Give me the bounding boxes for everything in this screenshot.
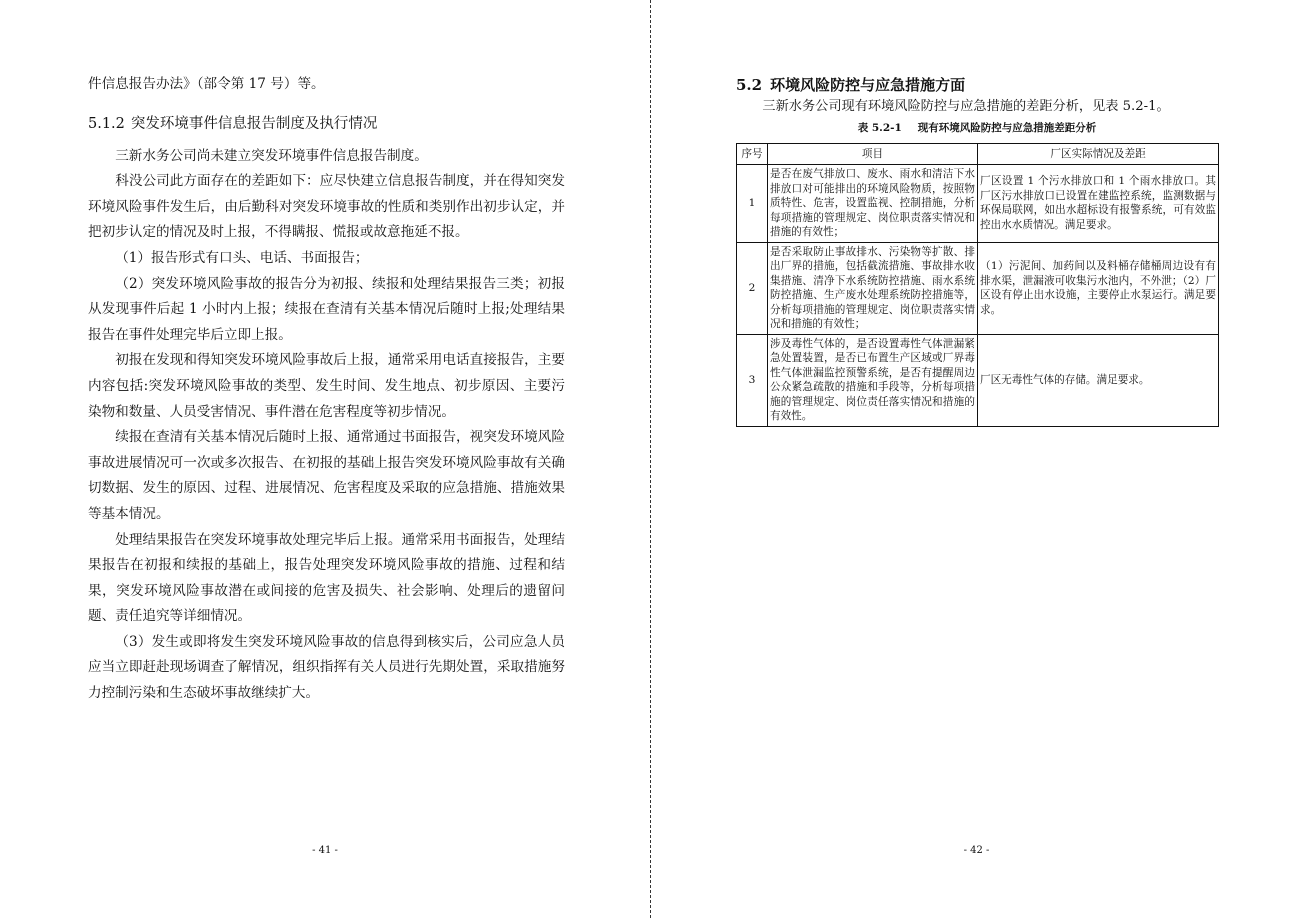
opening-line: 件信息报告办法》（部令第 17 号）等。 <box>88 76 325 92</box>
item-cell: 涉及毒性气体的，是否设置毒性气体泄漏紧急处置装置，是否已布置生产区域或厂界毒性气体泄漏监控预警系统，是否有提醒周边公众紧急疏散的措施和手段等，分析每项措施的管理规定、岗位责任落实情况和措施的有效性。 <box>768 334 978 426</box>
page-number: - 41 - <box>312 845 338 856</box>
status-cell: （1）污泥间、加药间以及料桶存储桶周边设有有排水渠，泄漏液可收集污水池内，不外泄；（2）厂区设有停止出水设施，主要停止水泵运行。满足要求。 <box>978 242 1219 334</box>
paragraph: 初报在发现和得知突发环境风险事故后上报，通常采用电话直接报告，主要内容包括:突发环境风险事故的类型、发生时间、发生地点、初步原因、主要污染物和数量、人员受害情况、事件潜在危害程度等初步情况。 <box>88 352 565 420</box>
header-cell: 序号 <box>737 144 768 165</box>
intro-paragraph: 三新水务公司现有环境风险防控与应急措施的差距分析，见表 5.2-1。 <box>762 99 1170 114</box>
table-row <box>737 242 1219 334</box>
table-row <box>737 165 1219 243</box>
right-page-content <box>736 74 1218 427</box>
left-page <box>0 0 650 918</box>
gap-analysis-table <box>736 143 1219 427</box>
paragraph: 续报在查清有关基本情况后随时上报、通常通过书面报告，视突发环境风险事故进展情况可一次或多次报告、在初报的基础上报告突发环境风险事故有关确切数据、发生的原因、过程、进展情况、危害程度及采取的应急措施、措施效果等基本情况。 <box>88 429 565 522</box>
paragraph: （3）发生或即将发生突发环境风险事故的信息得到核实后，公司应急人员应当立即赶赴现场调查了解情况，组织指挥有关人员进行先期处置，采取措施努力控制污染和生态破坏事故继续扩大。 <box>88 633 565 702</box>
row-index-cell: 3 <box>737 334 768 426</box>
paragraph: （1）报告形式有口头、电话、书面报告； <box>115 249 369 266</box>
table-caption <box>736 120 1218 135</box>
table-caption-title: 现有环境风险防控与应急措施差距分析 <box>917 122 1097 134</box>
page-number: - 42 - <box>963 845 990 856</box>
item-cell: 是否采取防止事故排水、污染物等扩散、排出厂界的措施，包括截流措施、事故排水收集措施、清净下水系统防控措施、雨水系统防控措施、生产废水处理系统防控措施等，分析每项措施的管理规定、岗位职责落实情况和措施的有效性； <box>768 242 978 334</box>
status-cell: 厂区无毒性气体的存储。满足要求。 <box>978 334 1219 426</box>
table-header-row <box>737 144 1219 165</box>
header-cell: 厂区实际情况及差距 <box>978 144 1219 165</box>
right-page <box>652 0 1301 918</box>
row-index-cell: 2 <box>737 242 768 334</box>
table-row <box>737 334 1219 426</box>
item-cell: 是否在废气排放口、废水、雨水和清洁下水排放口对可能排出的环境风险物质，按照物质特性、危害，设置监视、控制措施，分析每项措施的管理规定、岗位职责落实情况和措施的有效性； <box>768 165 978 243</box>
section-heading-5-1-2 <box>88 110 565 138</box>
paragraph: （2）突发环境风险事故的报告分为初报、续报和处理结果报告三类；初报从发现事件后起 1 小时内上报；续报在查清有关基本情况后随时上报;处理结果报告在事件处理完毕后立即上报。 <box>88 275 565 343</box>
header-cell: 项目 <box>768 144 978 165</box>
paragraph: 科没公司此方面存在的差距如下：应尽快建立信息报告制度，并在得知突发环境风险事件发生后，由后勤科对突发环境事故的性质和类别作出初步认定，并把初步认定的情况及时上报，不得瞒报、慌报或故意拖延不报。 <box>88 173 565 241</box>
paragraph: 处理结果报告在突发环境事故处理完毕后上报。通常采用书面报告，处理结果报告在初报和续报的基础上，报告处理突发环境风险事故的措施、过程和结果，突发环境风险事故潜在或间接的危害及损失、社会影响、处理后的遗留问题、责任追究等详细情况。 <box>88 531 565 625</box>
table-caption-number: 表 5.2-1 <box>857 122 902 134</box>
paragraph: 三新水务公司尚未建立突发环境事件信息报告制度。 <box>115 147 428 164</box>
section-number: 5.2 <box>736 76 763 94</box>
section-number: 5.1.2 <box>88 115 125 132</box>
row-index-cell: 1 <box>737 165 768 243</box>
status-cell: 厂区设置 1 个污水排放口和 1 个雨水排放口。其厂区污水排放口已设置在建监控系统，监测数据与环保局联网，如出水超标设有报警系统，可有效监控出水水质情况。满足要求。 <box>978 165 1219 243</box>
section-title: 突发环境事件信息报告制度及执行情况 <box>130 115 378 132</box>
page-divider <box>650 0 651 918</box>
section-title: 环境风险防控与应急措施方面 <box>770 76 966 94</box>
left-page-content <box>88 72 565 707</box>
section-heading-5-2 <box>736 74 1218 96</box>
